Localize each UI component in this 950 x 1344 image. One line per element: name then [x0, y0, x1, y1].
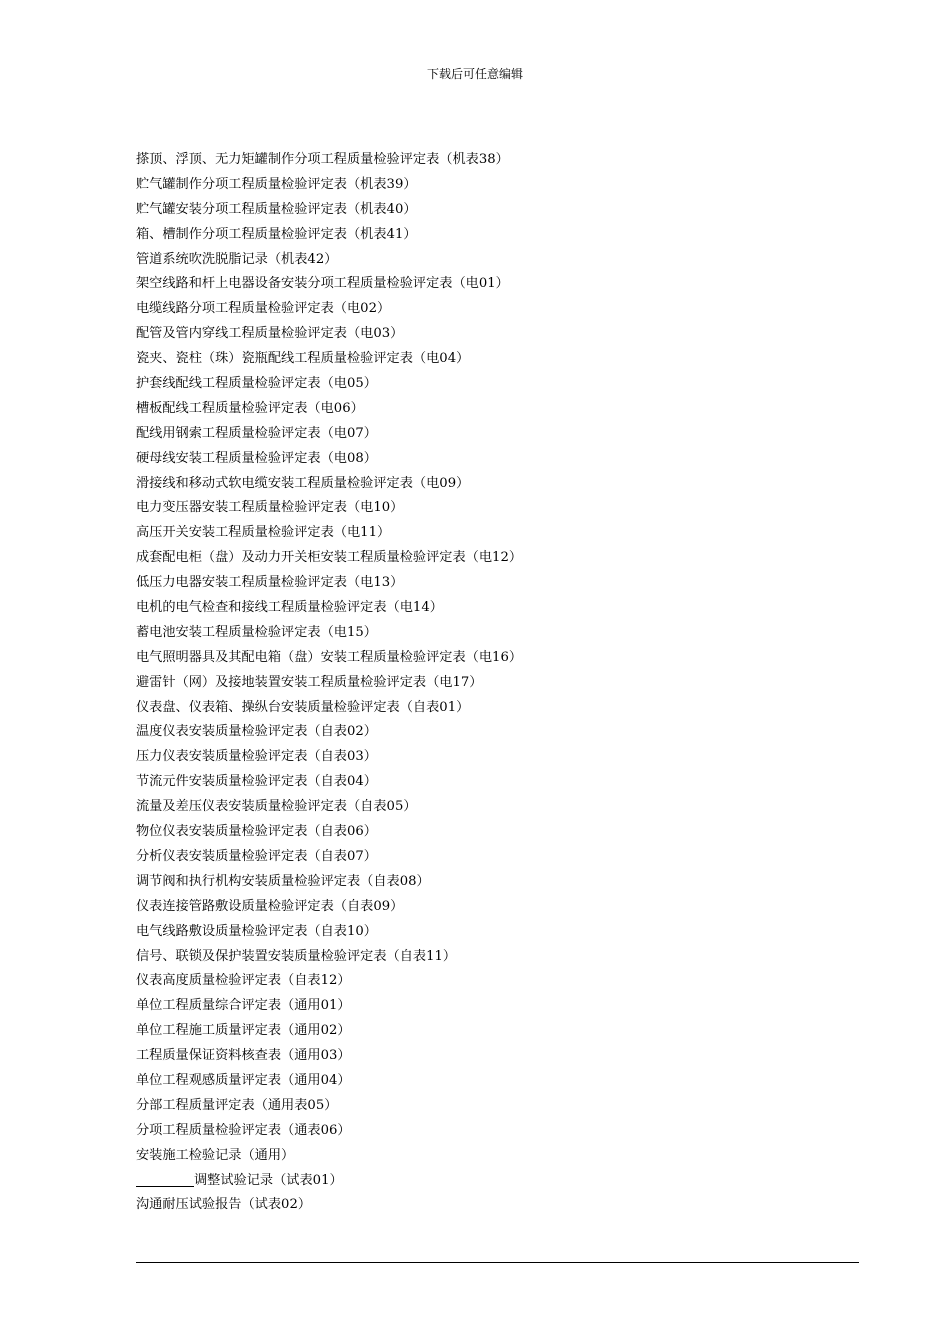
list-item: 电气照明器具及其配电箱（盘）安装工程质量检验评定表（电16） [136, 649, 523, 665]
list-item: 护套线配线工程质量检验评定表（电05） [136, 376, 377, 392]
list-item: 硬母线安装工程质量检验评定表（电08） [136, 450, 377, 466]
form-index-list [136, 148, 836, 1218]
list-item-with-blank [136, 1169, 836, 1194]
list-item: 沟通耐压试验报告（试表02） [136, 1197, 312, 1213]
list-item: 温度仪表安装质量检验评定表（自表02） [136, 724, 377, 740]
list-item: 避雷针（网）及接地装置安装工程质量检验评定表（电17） [136, 674, 483, 690]
list-item: 槽板配线工程质量检验评定表（电06） [136, 400, 364, 416]
list-item: 信号、联锁及保护装置安装质量检验评定表（自表11） [136, 948, 457, 964]
list-item: 分部工程质量评定表（通用表05） [136, 1097, 338, 1113]
list-item: 高压开关安装工程质量检验评定表（电11） [136, 525, 391, 541]
list-item: 仪表盘、仪表箱、操纵台安装质量检验评定表（自表01） [136, 699, 470, 715]
list-item: 分项工程质量检验评定表（通表06） [136, 1122, 351, 1138]
list-item: 流量及差压仪表安装质量检验评定表（自表05） [136, 799, 417, 815]
list-item: 滑接线和移动式软电缆安装工程质量检验评定表（电09） [136, 475, 470, 491]
list-item: 仪表高度质量检验评定表（自表12） [136, 973, 351, 989]
list-item: 成套配电柜（盘）及动力开关柜安装工程质量检验评定表（电12） [136, 550, 523, 566]
list-item: 电机的电气检查和接线工程质量检验评定表（电14） [136, 600, 443, 616]
list-item: 箱、槽制作分项工程质量检验评定表（机表41） [136, 226, 417, 242]
list-item: 搽顶、浮顶、无力矩罐制作分项工程质量检验评定表（机表38） [136, 152, 509, 167]
list-item: 单位工程施工质量评定表（通用02） [136, 1023, 351, 1039]
list-item: 贮气罐安装分项工程质量检验评定表（机表40） [136, 201, 417, 217]
fill-in-blank [136, 1172, 194, 1187]
list-item: 节流元件安装质量检验评定表（自表04） [136, 774, 377, 790]
list-item: 电气线路敷设质量检验评定表（自表10） [136, 923, 377, 939]
list-item: 仪表连接管路敷设质量检验评定表（自表09） [136, 898, 404, 914]
list-item: 工程质量保证资料核查表（通用03） [136, 1048, 351, 1064]
list-item-text: 调整试验记录（试表01） [194, 1172, 343, 1188]
list-item: 贮气罐制作分项工程质量检验评定表（机表39） [136, 176, 417, 192]
page-header: 下载后可任意编辑 [426, 67, 523, 81]
list-item: 管道系统吹洗脱脂记录（机表42） [136, 251, 338, 267]
list-item: 配线用钢索工程质量检验评定表（电07） [136, 425, 377, 441]
list-item: 配管及管内穿线工程质量检验评定表（电03） [136, 326, 404, 342]
list-item: 单位工程质量综合评定表（通用01） [136, 998, 351, 1014]
list-item: 单位工程观感质量评定表（通用04） [136, 1072, 351, 1088]
list-item: 安装施工检验记录（通用） [136, 1147, 295, 1163]
list-item: 压力仪表安装质量检验评定表（自表03） [136, 749, 377, 765]
list-item: 电力变压器安装工程质量检验评定表（电10） [136, 500, 404, 516]
list-item: 电缆线路分项工程质量检验评定表（电02） [136, 301, 391, 317]
list-item: 蓄电池安装工程质量检验评定表（电15） [136, 624, 377, 640]
list-item: 架空线路和杆上电器设备安装分项工程质量检验评定表（电01） [136, 276, 509, 292]
list-item: 低压力电器安装工程质量检验评定表（电13） [136, 575, 404, 591]
list-item: 瓷夹、瓷柱（珠）瓷瓶配线工程质量检验评定表（电04） [136, 351, 470, 367]
list-item: 分析仪表安装质量检验评定表（自表07） [136, 848, 377, 864]
footer-divider [136, 1262, 859, 1263]
list-item: 物位仪表安装质量检验评定表（自表06） [136, 824, 377, 840]
list-item: 调节阀和执行机构安装质量检验评定表（自表08） [136, 873, 430, 889]
